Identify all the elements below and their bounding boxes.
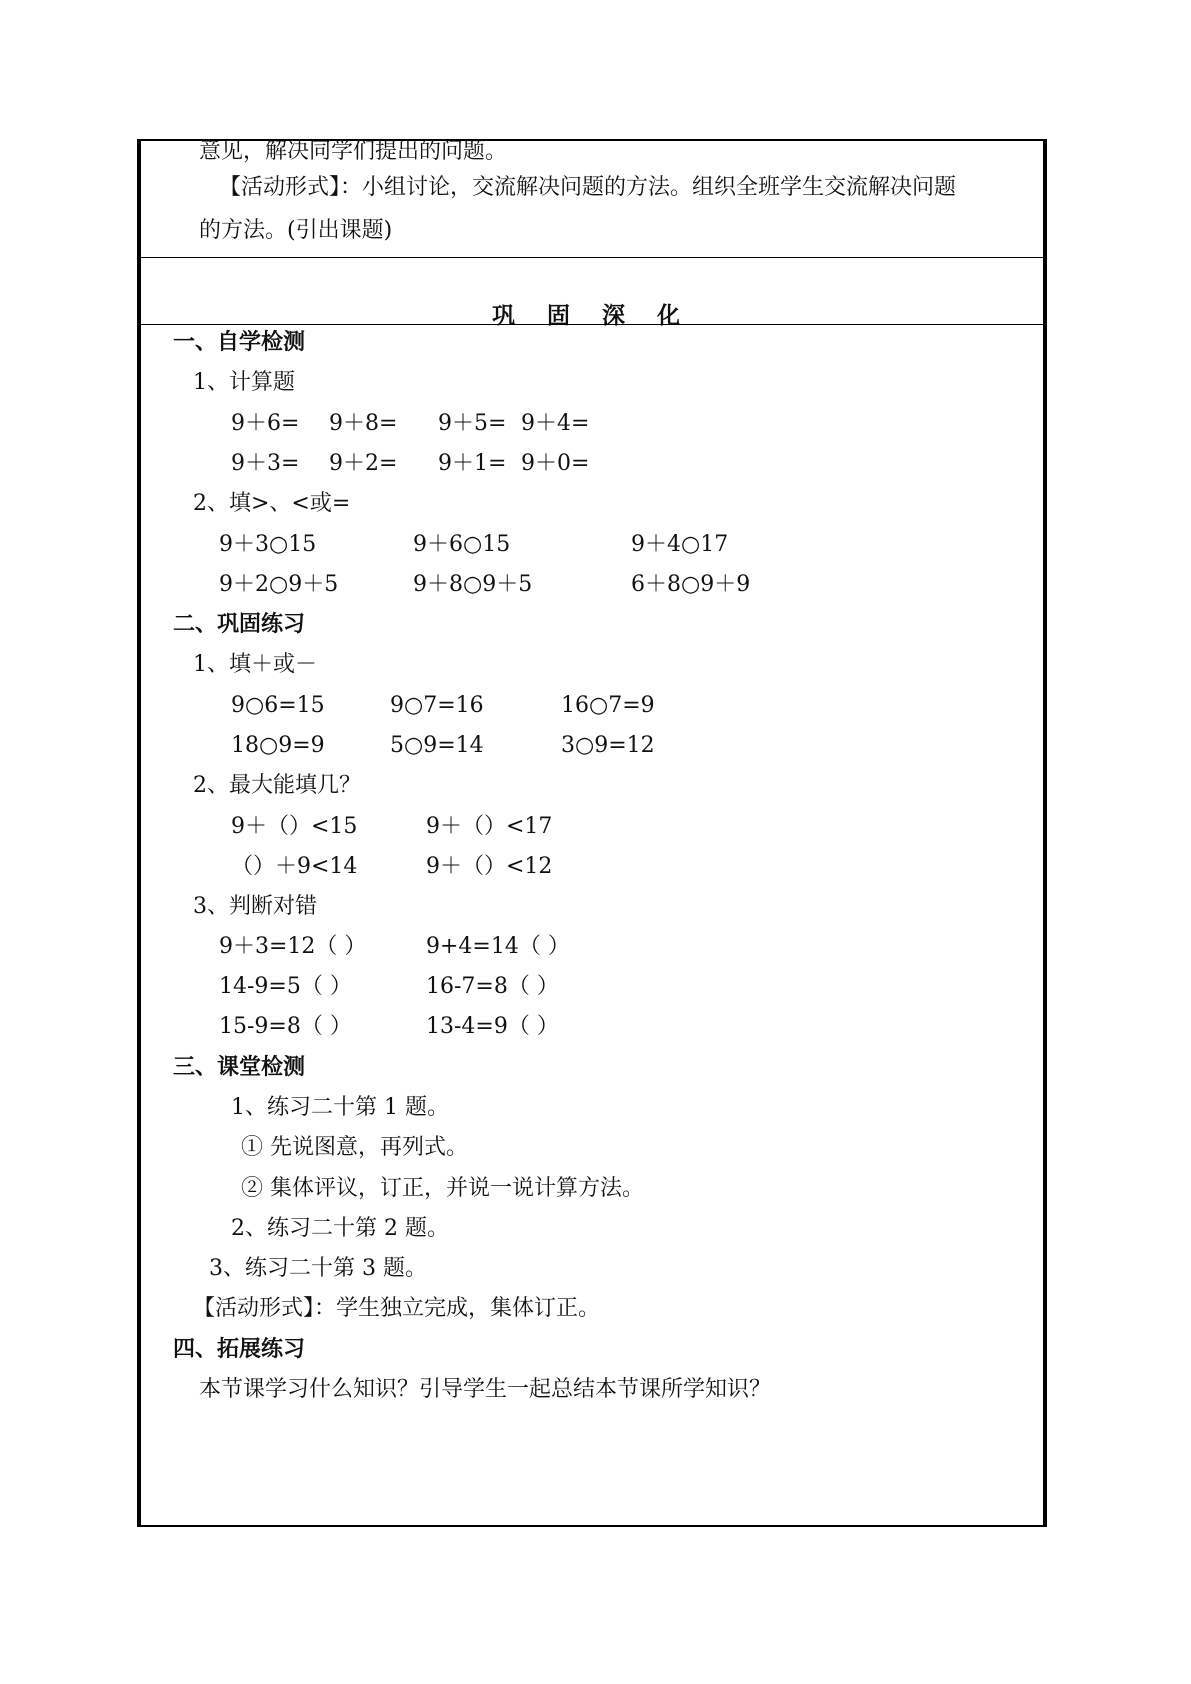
section-title: 巩 固 深 化 — [491, 303, 693, 329]
intro-line-1: 意见，解决同学们提出的问题。 — [199, 139, 508, 164]
operator-item: 3○9=12 — [561, 733, 655, 758]
calc-item: 9＋8= — [329, 411, 398, 436]
calc-item: 9＋3= — [231, 451, 300, 476]
max-fill-item: （）＋9<14 — [231, 854, 358, 879]
part3-item-1a: ① 先说图意，再列式。 — [241, 1135, 468, 1160]
part1-q2-label: 2、填>、<或= — [193, 491, 351, 516]
calc-item: 9＋5= — [438, 411, 507, 436]
part4-text: 本节课学习什么知识？引导学生一起总结本节课所学知识？ — [199, 1377, 772, 1402]
operator-item: 9○7=16 — [390, 693, 484, 718]
part3-item-1: 1、练习二十第 1 题。 — [231, 1095, 449, 1120]
part4-heading: 四、拓展练习 — [173, 1337, 306, 1362]
operator-item: 16○7=9 — [561, 693, 655, 718]
part3-item-2: 2、练习二十第 2 题。 — [231, 1216, 449, 1241]
lesson-table — [137, 139, 1047, 1527]
judge-item: 13-4=9（ ） — [426, 1014, 559, 1039]
intro-line-3: 的方法。(引出课题) — [199, 218, 393, 243]
part2-q3-label: 3、判断对错 — [193, 894, 317, 919]
judge-item: 15-9=8（ ） — [219, 1014, 352, 1039]
judge-item: 9＋3=12（ ） — [219, 934, 367, 959]
judge-item: 14-9=5（ ） — [219, 974, 352, 999]
compare-item: 9＋3○15 — [219, 532, 317, 557]
compare-item: 9＋8○9＋5 — [413, 572, 533, 597]
part2-q2-label: 2、最大能填几？ — [193, 773, 361, 798]
row-divider — [141, 324, 1043, 325]
judge-item: 16-7=8（ ） — [426, 974, 559, 999]
row-divider — [141, 257, 1043, 258]
operator-item: 5○9=14 — [390, 733, 484, 758]
intro-line-2: 【活动形式】：小组讨论，交流解决问题的方法。组织全班学生交流解决问题 — [219, 175, 957, 200]
part2-q1-label: 1、填＋或－ — [193, 652, 317, 677]
operator-item: 9○6=15 — [231, 693, 325, 718]
max-fill-item: 9＋（）<17 — [426, 814, 553, 839]
calc-item: 9＋4= — [521, 411, 590, 436]
compare-item: 9＋4○17 — [631, 532, 729, 557]
compare-item: 9＋2○9＋5 — [219, 572, 339, 597]
max-fill-item: 9＋（）<15 — [231, 814, 358, 839]
part3-item-1b: ② 集体评议，订正，并说一说计算方法。 — [241, 1176, 644, 1201]
calc-item: 9＋0= — [521, 451, 590, 476]
part1-q1-label: 1、计算题 — [193, 370, 295, 395]
compare-item: 6＋8○9＋9 — [631, 572, 751, 597]
calc-item: 9＋2= — [329, 451, 398, 476]
judge-item: 9+4=14（ ） — [426, 934, 570, 959]
max-fill-item: 9＋（）<12 — [426, 854, 553, 879]
part2-heading: 二、巩固练习 — [173, 612, 306, 637]
part3-heading: 三、课堂检测 — [173, 1055, 306, 1080]
compare-item: 9＋6○15 — [413, 532, 511, 557]
calc-item: 9＋6= — [231, 411, 300, 436]
part3-activity: 【活动形式】：学生独立完成，集体订正。 — [193, 1296, 601, 1321]
part1-heading: 一、自学检测 — [173, 330, 306, 355]
calc-item: 9＋1= — [438, 451, 507, 476]
operator-item: 18○9=9 — [231, 733, 325, 758]
part3-item-3: 3、练习二十第 3 题。 — [209, 1256, 427, 1281]
